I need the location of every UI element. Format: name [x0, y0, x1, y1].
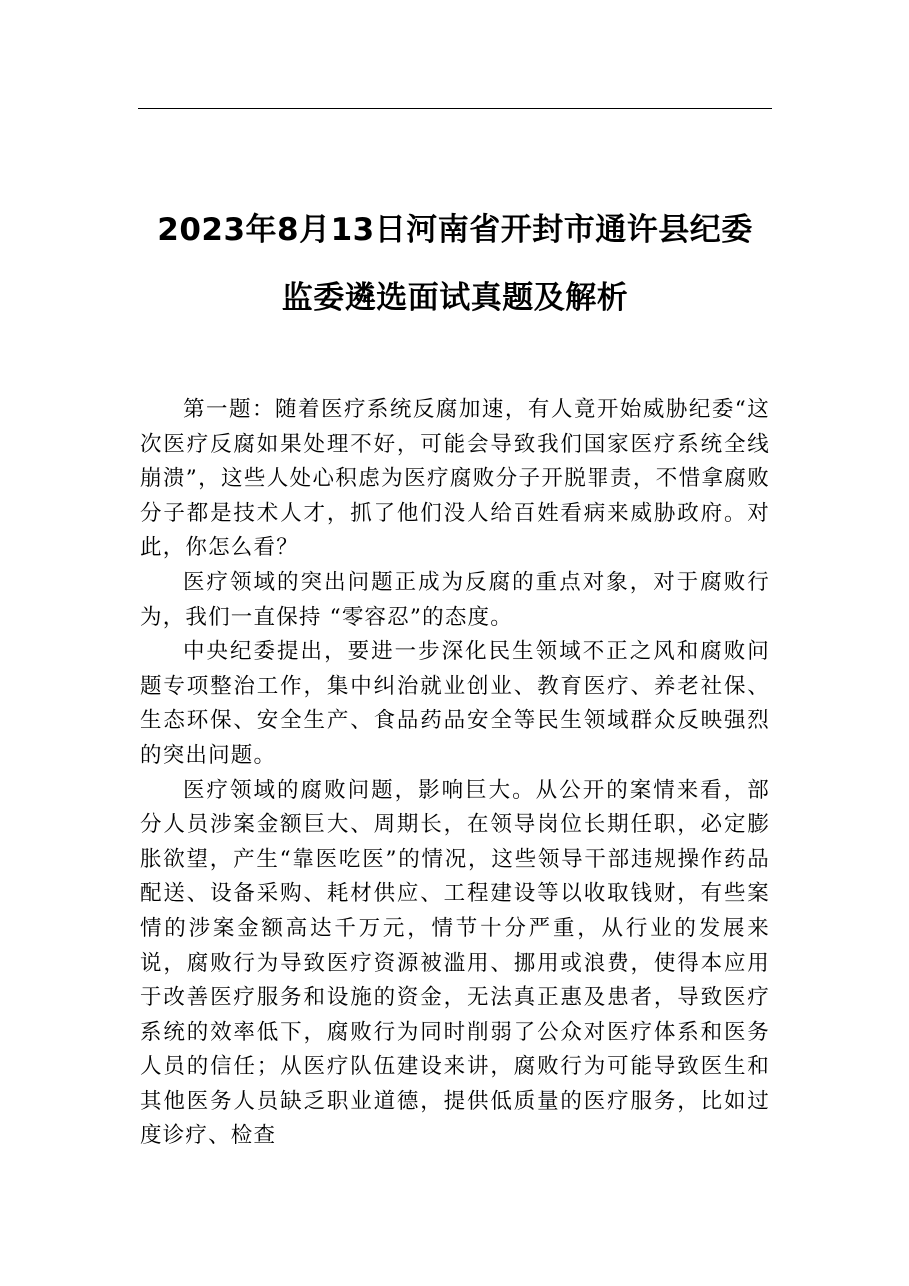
title-line-1: 2023年8月13日河南省开封市通许县纪委: [157, 212, 753, 248]
title-line-2: 监委遴选面试真题及解析: [281, 280, 629, 316]
paragraph: 医疗领域的腐败问题，影响巨大。从公开的案情来看，部分人员涉案金额巨大、周期长，在领导岗位长期任职，必定膨胀欲望，产生“靠医吃医”的情况，这些领导干部违规操作药品配送、设备采购、耗材供应、工程建设等以收取钱财，有些案情的涉案金额高达千万元，情节十分严重，从行业的发展来说，腐败行为导致医疗资源被滥用、挪用或浪费，使得本应用于改善医疗服务和设施的资金，无法真正惠及患者，导致医疗系统的效率低下，腐败行为同时削弱了公众对医疗体系和医务人员的信任；从医疗队伍建设来讲，腐败行为可能导致医生和其他医务人员缺乏职业道德，提供低质量的医疗服务，比如过度诊疗、检查: [140, 777, 770, 1149]
paragraph: 中央纪委提出，要进一步深化民生领域不正之风和腐败问题专项整治工作，集中纠治就业创业、教育医疗、养老社保、生态环保、安全生产、食品药品安全等民生领域群众反映强烈的突出问题。: [140, 639, 770, 768]
header-rule: [138, 108, 772, 109]
paragraph-question: 第一题：随着医疗系统反腐加速，有人竟开始威胁纪委“这次医疗反腐如果处理不好，可能会导致我们国家医疗系统全线崩溃”，这些人处心积虑为医疗腐败分子开脱罪责，不惜拿腐败分子都是技术人才，抓了他们没人给百姓看病来威胁政府。对此，你怎么看？: [140, 397, 770, 561]
paragraph: 医疗领域的突出问题正成为反腐的重点对象，对于腐败行为，我们一直保持 “零容忍”的态度。: [140, 569, 770, 630]
document-body: [140, 393, 770, 1154]
document-title: [120, 196, 790, 332]
